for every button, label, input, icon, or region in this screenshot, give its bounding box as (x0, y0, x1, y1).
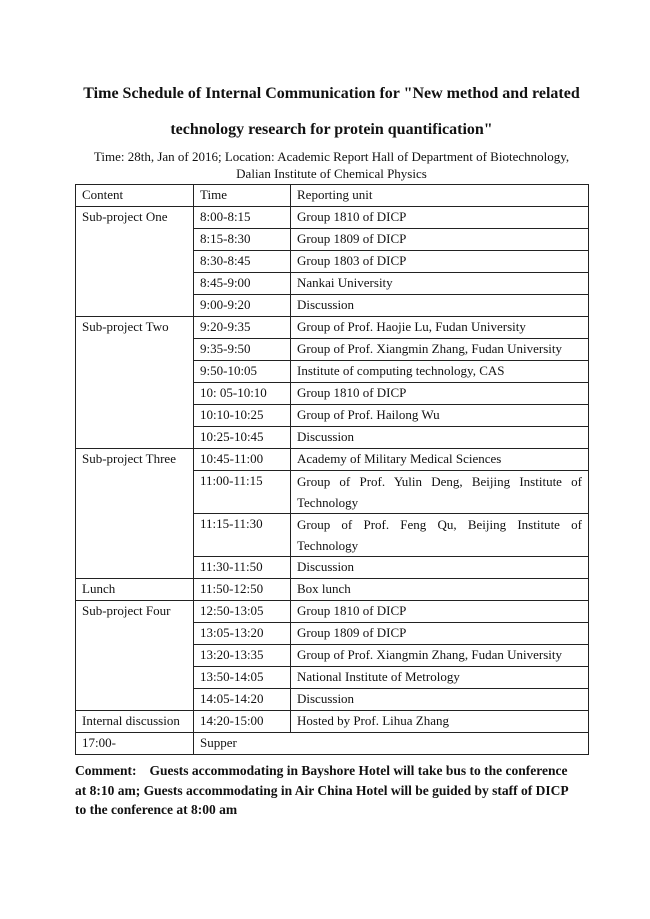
comment-text-line2: at 8:10 am; Guests accommodating in Air China Hotel will be guided by staff of DICP (75, 782, 569, 798)
column-header: Time (194, 185, 291, 207)
table-cell: Lunch (76, 579, 194, 601)
table-row (76, 317, 589, 339)
table-cell: Group of Prof. Xiangmin Zhang, Fudan University (291, 645, 589, 667)
table-cell: 10:10-10:25 (194, 405, 291, 427)
table-cell: 9:00-9:20 (194, 295, 291, 317)
table-cell: 10:45-11:00 (194, 449, 291, 471)
table-cell: 14:05-14:20 (194, 689, 291, 711)
table-cell-line: Group of Prof. Yulin Deng, Beijing Institute of (297, 474, 582, 489)
table-cell: Internal discussion (76, 711, 194, 733)
table-cell: 8:15-8:30 (194, 229, 291, 251)
table-cell: Group 1810 of DICP (291, 207, 589, 229)
comment-text-line3: to the conference at 8:00 am (75, 802, 238, 817)
table-cell (291, 471, 589, 514)
table-cell: 13:50-14:05 (194, 667, 291, 689)
table-cell: Group of Prof. Xiangmin Zhang, Fudan University (291, 339, 589, 361)
comment-line-1 (75, 761, 588, 781)
table-cell: 10: 05-10:10 (194, 383, 291, 405)
table-cell: Sub-project Three (76, 449, 194, 579)
table-cell-line: Technology (297, 538, 359, 553)
table-header (76, 185, 589, 207)
table-cell: Discussion (291, 689, 589, 711)
table-row (76, 449, 589, 471)
table-cell: Nankai University (291, 273, 589, 295)
table-row (76, 711, 589, 733)
table-cell: Group 1810 of DICP (291, 601, 589, 623)
table-cell: Discussion (291, 557, 589, 579)
table-cell: 8:30-8:45 (194, 251, 291, 273)
meta-time-location-line2: Dalian Institute of Chemical Physics (236, 166, 427, 181)
table-cell: Hosted by Prof. Lihua Zhang (291, 711, 589, 733)
table-cell: 12:50-13:05 (194, 601, 291, 623)
comment-label: Comment: (75, 763, 137, 778)
table-cell-line: Group of Prof. Feng Qu, Beijing Institute of (297, 517, 582, 532)
table-cell: 13:05-13:20 (194, 623, 291, 645)
header-row (76, 185, 589, 207)
table-cell: 10:25-10:45 (194, 427, 291, 449)
table-row (76, 601, 589, 623)
schedule-table (75, 184, 589, 755)
table-cell: 11:00-11:15 (194, 471, 291, 514)
table-cell: Academy of Military Medical Sciences (291, 449, 589, 471)
table-cell: 11:15-11:30 (194, 514, 291, 557)
table-cell: National Institute of Metrology (291, 667, 589, 689)
table-cell: Discussion (291, 427, 589, 449)
comment-block (75, 761, 588, 820)
table-cell: Group 1809 of DICP (291, 229, 589, 251)
table-cell: Box lunch (291, 579, 589, 601)
table-cell: 11:30-11:50 (194, 557, 291, 579)
table-body (76, 207, 589, 755)
table-cell: Institute of computing technology, CAS (291, 361, 589, 383)
table-cell: 9:35-9:50 (194, 339, 291, 361)
column-header: Reporting unit (291, 185, 589, 207)
table-row (76, 733, 589, 755)
table-cell: Discussion (291, 295, 589, 317)
table-cell: 8:00-8:15 (194, 207, 291, 229)
table-cell: 14:20-15:00 (194, 711, 291, 733)
table-cell: 9:20-9:35 (194, 317, 291, 339)
table-row (76, 207, 589, 229)
meta-time-location-line1: Time: 28th, Jan of 2016; Location: Academic Report Hall of Department of Biotechnology, (93, 149, 570, 164)
table-cell: Group 1803 of DICP (291, 251, 589, 273)
table-cell: Sub-project Two (76, 317, 194, 449)
table-cell: Sub-project One (76, 207, 194, 317)
table-cell: 8:45-9:00 (194, 273, 291, 295)
table-cell: 9:50-10:05 (194, 361, 291, 383)
document-title-line1: Time Schedule of Internal Communication for "New method and related (83, 85, 580, 102)
table-row (76, 579, 589, 601)
table-cell: Group of Prof. Haojie Lu, Fudan University (291, 317, 589, 339)
table-cell: 11:50-12:50 (194, 579, 291, 601)
table-cell: Group 1810 of DICP (291, 383, 589, 405)
table-cell-line: Technology (297, 495, 359, 510)
table-cell: Sub-project Four (76, 601, 194, 711)
table-cell: Supper (194, 733, 589, 755)
document-title-line2: technology research for protein quantification" (170, 121, 493, 138)
table-cell (291, 514, 589, 557)
table-cell: Group of Prof. Hailong Wu (291, 405, 589, 427)
table-cell: 13:20-13:35 (194, 645, 291, 667)
table-cell: Group 1809 of DICP (291, 623, 589, 645)
table-cell: 17:00- (76, 733, 194, 755)
comment-text-line1: Guests accommodating in Bayshore Hotel will take bus to the conference (149, 763, 568, 778)
column-header: Content (76, 185, 194, 207)
